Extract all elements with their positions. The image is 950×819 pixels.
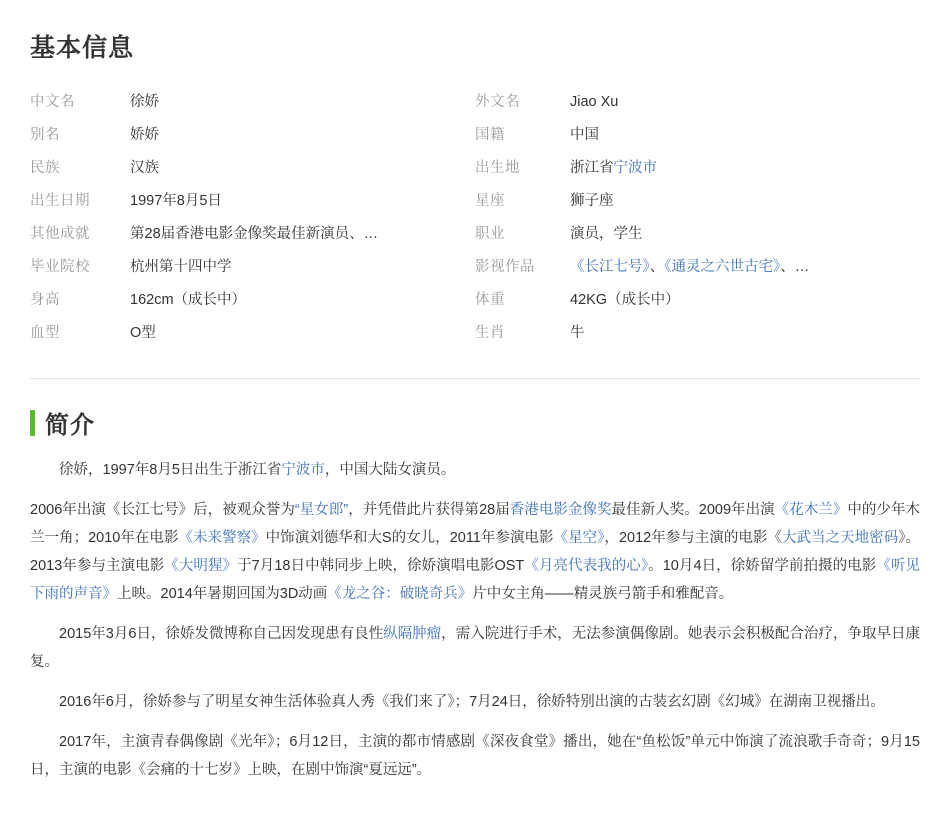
p2-t5: 中饰演刘德华和大S的女儿，2011年参演电影 — [265, 530, 554, 546]
intro-section-header — [30, 405, 920, 440]
hkfilmawards-link[interactable]: 香港电影金像奖 — [509, 502, 612, 518]
intro-paragraph-3 — [30, 620, 920, 676]
info-label: 职业 — [475, 226, 505, 242]
page-root — [0, 28, 950, 819]
table-row — [30, 119, 920, 152]
info-value: 42KG（成长中） — [570, 292, 680, 308]
p2-t2: ，并凭借此片获得第28届 — [348, 502, 510, 518]
p2-t4: 中的少年木兰一角；2010年在电影 — [30, 502, 921, 546]
page-title: 基本信息 — [30, 34, 135, 62]
info-value: 162cm（成长中） — [130, 292, 247, 308]
table-row — [30, 317, 920, 350]
info-label: 外文名 — [475, 94, 520, 110]
table-row — [30, 152, 920, 185]
tingjian-link[interactable]: 《听见下雨的声音》 — [30, 558, 921, 602]
info-label: 民族 — [30, 160, 60, 176]
info-value: 第28届香港电影金像奖最佳新演员、… — [130, 226, 379, 242]
info-label: 出生地 — [475, 160, 520, 176]
xingnvlang-link[interactable]: “星女郎” — [294, 502, 349, 518]
p3-t1: 2015年3月6日，徐娇发微博称自己因发现患有良性 — [59, 626, 384, 642]
p2-t9: 。10月4日，徐娇留学前拍摄的电影 — [648, 558, 877, 574]
intro-paragraph-2 — [30, 496, 920, 608]
table-row — [30, 185, 920, 218]
info-label: 体重 — [475, 292, 505, 308]
damingxing-link[interactable]: 《大明猩》 — [164, 558, 238, 574]
info-value: 狮子座 — [570, 193, 614, 209]
p1-text-a: 徐娇，1997年8月5日出生于浙江省 — [59, 462, 282, 478]
intro-title: 简介 — [45, 412, 95, 439]
p3-t2: ，需入院进行手术，无法参演偶像剧。她表示会积极配合治疗，争取早日康复。 — [30, 626, 921, 670]
info-label: 影视作品 — [475, 259, 535, 275]
p2-t11: 片中女主角——精灵族弓箭手和雅配音。 — [472, 586, 734, 602]
p2-t3: 最佳新人奖。2009年出演 — [611, 502, 775, 518]
basic-info-table — [30, 86, 920, 350]
info-value: 杭州第十四中学 — [130, 259, 232, 275]
xingkong-link[interactable]: 《星空》 — [553, 530, 605, 546]
info-value: 演员，学生 — [570, 226, 643, 242]
info-label: 毕业院校 — [30, 259, 90, 275]
birthplace-prefix: 浙江省 — [570, 160, 614, 176]
table-row — [30, 86, 920, 119]
intro-paragraph-5: 2017年，主演青春偶像剧《光年》；6月12日，主演的都市情感剧《深夜食堂》播出，她在“鱼松饭”单元中饰演了流浪歌手奇奇；9月15日，主演的电影《会痛的十七岁》上映，在剧中饰演“夏远远”。 — [30, 734, 920, 778]
table-row — [30, 218, 920, 251]
ningbo-link[interactable]: 宁波市 — [281, 462, 325, 478]
info-label: 生肖 — [475, 325, 505, 341]
works-separator-1: 、 — [649, 259, 665, 275]
info-value: 1997年8月5日 — [130, 193, 222, 209]
weilaijingcha-link[interactable]: 《未来警察》 — [178, 530, 266, 546]
info-value-birthplace — [570, 152, 920, 185]
yueliang-link[interactable]: 《月亮代表我的心》 — [524, 558, 649, 574]
longzhigu-link[interactable]: 《龙之谷：破晓奇兵》 — [327, 586, 473, 602]
p1-text-b: ，中国大陆女演员。 — [324, 462, 456, 478]
p2-t6: ，2012年参与主演的电影《 — [604, 530, 782, 546]
huamulan-link[interactable]: 《花木兰》 — [774, 502, 848, 518]
info-label: 身高 — [30, 292, 60, 308]
p2-t8: 于7月18日中韩同步上映，徐娇演唱电影OST — [237, 558, 525, 574]
p2-t1: 2006年出演《长江七号》后，被观众誉为 — [30, 502, 295, 518]
zongge-zhongliu-link[interactable]: 纵隔肿瘤 — [383, 626, 442, 642]
info-label: 别名 — [30, 127, 60, 143]
info-label: 血型 — [30, 325, 60, 341]
table-row — [30, 284, 920, 317]
info-label: 国籍 — [475, 127, 505, 143]
info-value: 徐娇 — [130, 94, 159, 110]
intro-paragraph-4: 2016年6月，徐娇参与了明星女神生活体验真人秀《我们来了》；7月24日，徐娇特别出演的古装玄幻剧《幻城》在湖南卫视播出。 — [59, 694, 885, 710]
info-label: 中文名 — [30, 94, 75, 110]
section-accent-bar — [30, 410, 35, 436]
info-value: 汉族 — [130, 160, 159, 176]
info-value-works — [570, 251, 920, 284]
p2-t10: 上映。2014年暑期回国为3D动画 — [117, 586, 328, 602]
work-link-2[interactable]: 《通灵之六世古宅》 — [664, 259, 781, 275]
info-value: 牛 — [570, 325, 585, 341]
info-label: 出生日期 — [30, 193, 90, 209]
work-link-1[interactable]: 《长江七号》 — [570, 259, 650, 275]
intro-paragraph-1 — [30, 456, 920, 484]
info-value: O型 — [130, 325, 156, 341]
p2-t7: 》。2013年参与主演电影 — [30, 530, 921, 574]
info-value: 娇娇 — [130, 127, 159, 143]
intro-body — [30, 456, 920, 784]
info-label: 其他成就 — [30, 226, 90, 242]
birthplace-link[interactable]: 宁波市 — [613, 160, 657, 176]
info-value: Jiao Xu — [570, 94, 619, 110]
works-separator-2: 、… — [780, 259, 810, 275]
table-row — [30, 251, 920, 284]
dawudang-link[interactable]: 大武当之天地密码 — [782, 530, 899, 546]
info-value: 中国 — [570, 127, 599, 143]
section-divider — [30, 378, 920, 379]
info-label: 星座 — [475, 193, 505, 209]
